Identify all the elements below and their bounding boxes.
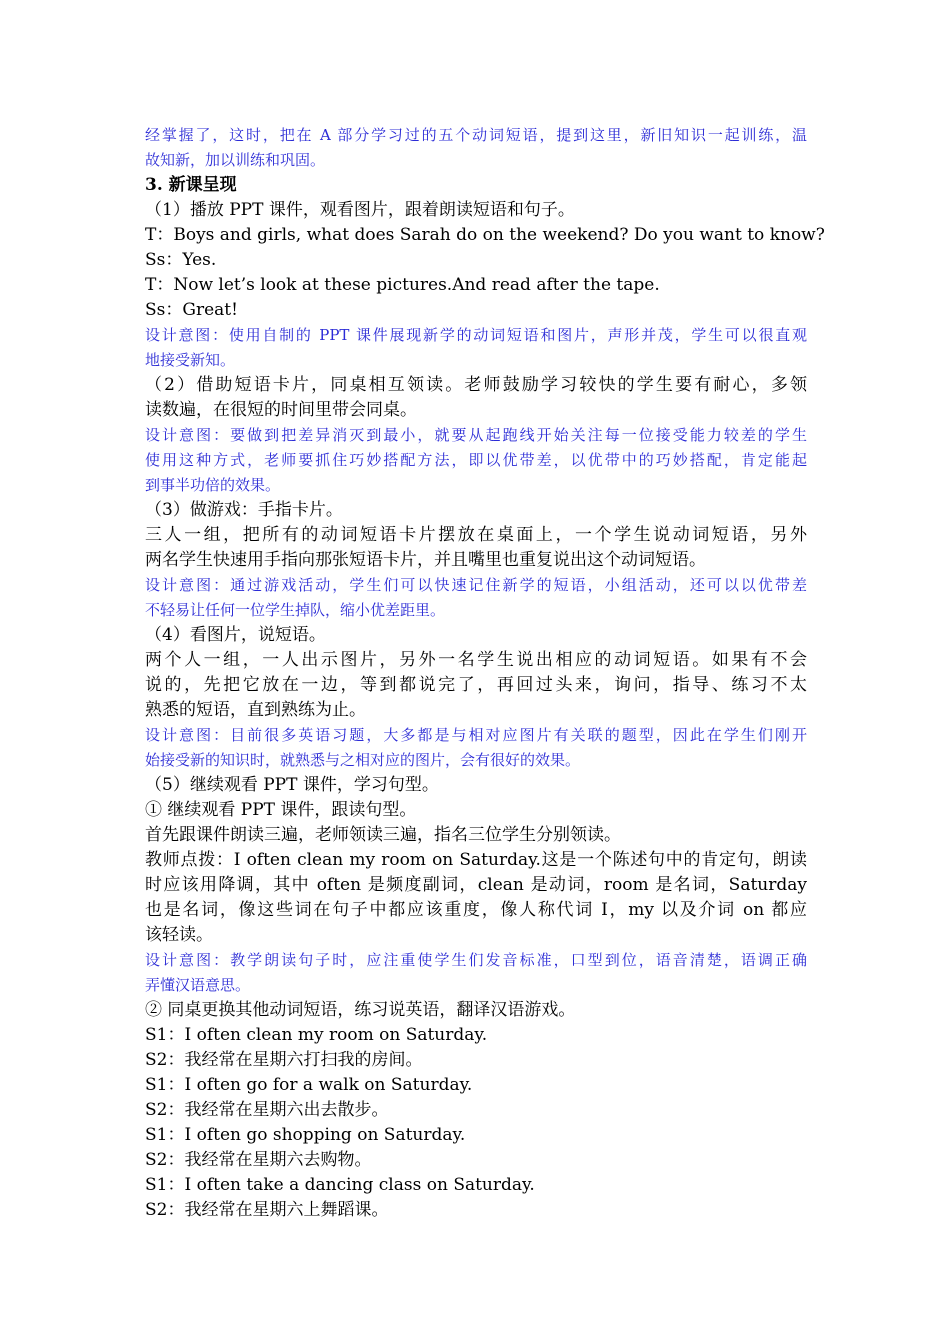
step4-text-line: 两个人一组，一人出示图片，另外一名学生说出相应的动词短语。如果有不会: [145, 650, 807, 670]
step5-sub1-text-line: 也是名词，像这些词在句子中都应该重度，像人称代词 I，my 以及介词 on 都应: [145, 900, 807, 920]
step4-text-line: 说的，先把它放在一边，等到都说完了，再回过头来，询问，指导、练习不太: [145, 675, 807, 695]
design-note-line: 弄懂汉语意思。: [145, 976, 251, 994]
design-note-line: 设计意图：要做到把差异消灭到最小，就要从起跑线开始关注每一位接受能力较差的学生: [145, 426, 807, 444]
step5-sub1-text-line: 教师点拨：I often clean my room on Saturday.这是一个陈述句中的肯定句，朗读: [145, 850, 807, 870]
dialogue-line: T：Now let’s look at these pictures.And read after the tape.: [145, 275, 660, 295]
step3-title: （3）做游戏：手指卡片。: [145, 500, 343, 520]
step3-text-line: 两名学生快速用手指向那张短语卡片，并且嘴里也重复说出这个动词短语。: [145, 550, 706, 570]
design-note-line: 地接受新知。: [145, 351, 236, 369]
step5-sub1-title: ① 继续观看 PPT 课件，跟读句型。: [145, 800, 417, 820]
step4-title: （4）看图片，说短语。: [145, 625, 326, 645]
section-heading: 3. 新课呈现: [145, 175, 237, 195]
design-note-line: 始接受新的知识时，就熟悉与之相对应的图片，会有很好的效果。: [145, 751, 581, 769]
dialogue-line: S2：我经常在星期六打扫我的房间。: [145, 1050, 423, 1070]
intro-note-line: 故知新，加以训练和巩固。: [145, 151, 326, 169]
dialogue-line: T：Boys and girls, what does Sarah do on the weekend? Do you want to know?: [145, 225, 825, 245]
dialogue-line: Ss：Yes.: [145, 250, 217, 270]
step5-title: （5）继续观看 PPT 课件，学习句型。: [145, 775, 439, 795]
step2-text-line: （2）借助短语卡片，同桌相互领读。老师鼓励学习较快的学生要有耐心，多领: [145, 375, 807, 395]
dialogue-line: S2：我经常在星期六出去散步。: [145, 1100, 389, 1120]
design-note-line: 设计意图：教学朗读句子时，应注重使学生们发音标准，口型到位，语音清楚，语调正确: [145, 951, 807, 969]
design-note-line: 设计意图：目前很多英语习题，大多都是与相对应图片有关联的题型，因此在学生们刚开: [145, 726, 807, 744]
dialogue-line: Ss：Great!: [145, 300, 238, 320]
design-note-line: 设计意图：通过游戏活动，学生们可以快速记住新学的短语，小组活动，还可以以优带差: [145, 576, 807, 594]
step2-text-line: 读数遍，在很短的时间里带会同桌。: [145, 400, 417, 420]
design-note-line: 到事半功倍的效果。: [145, 476, 281, 494]
intro-note-line: 经掌握了，这时，把在 A 部分学习过的五个动词短语，提到这里，新旧知识一起训练，温: [145, 126, 807, 144]
design-note-line: 使用这种方式，老师要抓住巧妙搭配方法，即以优带差，以优带中的巧妙搭配，肯定能起: [145, 451, 807, 469]
step3-text-line: 三人一组，把所有的动词短语卡片摆放在桌面上，一个学生说动词短语，另外: [145, 525, 807, 545]
step5-sub1-text-line: 时应该用降调，其中 often 是频度副词，clean 是动词，room 是名词，Saturday: [145, 875, 807, 895]
step4-text-line: 熟悉的短语，直到熟练为止。: [145, 700, 366, 720]
dialogue-line: S2：我经常在星期六去购物。: [145, 1150, 372, 1170]
dialogue-line: S1：I often go shopping on Saturday.: [145, 1125, 466, 1145]
dialogue-line: S2：我经常在星期六上舞蹈课。: [145, 1200, 389, 1220]
step5-sub2-title: ② 同桌更换其他动词短语，练习说英语，翻译汉语游戏。: [145, 1000, 576, 1020]
dialogue-line: S1：I often go for a walk on Saturday.: [145, 1075, 473, 1095]
design-note-line: 设计意图：使用自制的 PPT 课件展现新学的动词短语和图片，声形并茂，学生可以很直观: [145, 326, 807, 344]
dialogue-line: S1：I often take a dancing class on Saturday.: [145, 1175, 535, 1195]
document-page: [145, 123, 825, 1223]
dialogue-line: S1：I often clean my room on Saturday.: [145, 1025, 488, 1045]
step5-sub1-text-line: 该轻读。: [145, 925, 213, 945]
step1-title: （1）播放 PPT 课件，观看图片，跟着朗读短语和句子。: [145, 200, 575, 220]
design-note-line: 不轻易让任何一位学生掉队，缩小优差距里。: [145, 601, 446, 619]
step5-sub1-text-line: 首先跟课件朗读三遍，老师领读三遍，指名三位学生分别领读。: [145, 825, 621, 845]
